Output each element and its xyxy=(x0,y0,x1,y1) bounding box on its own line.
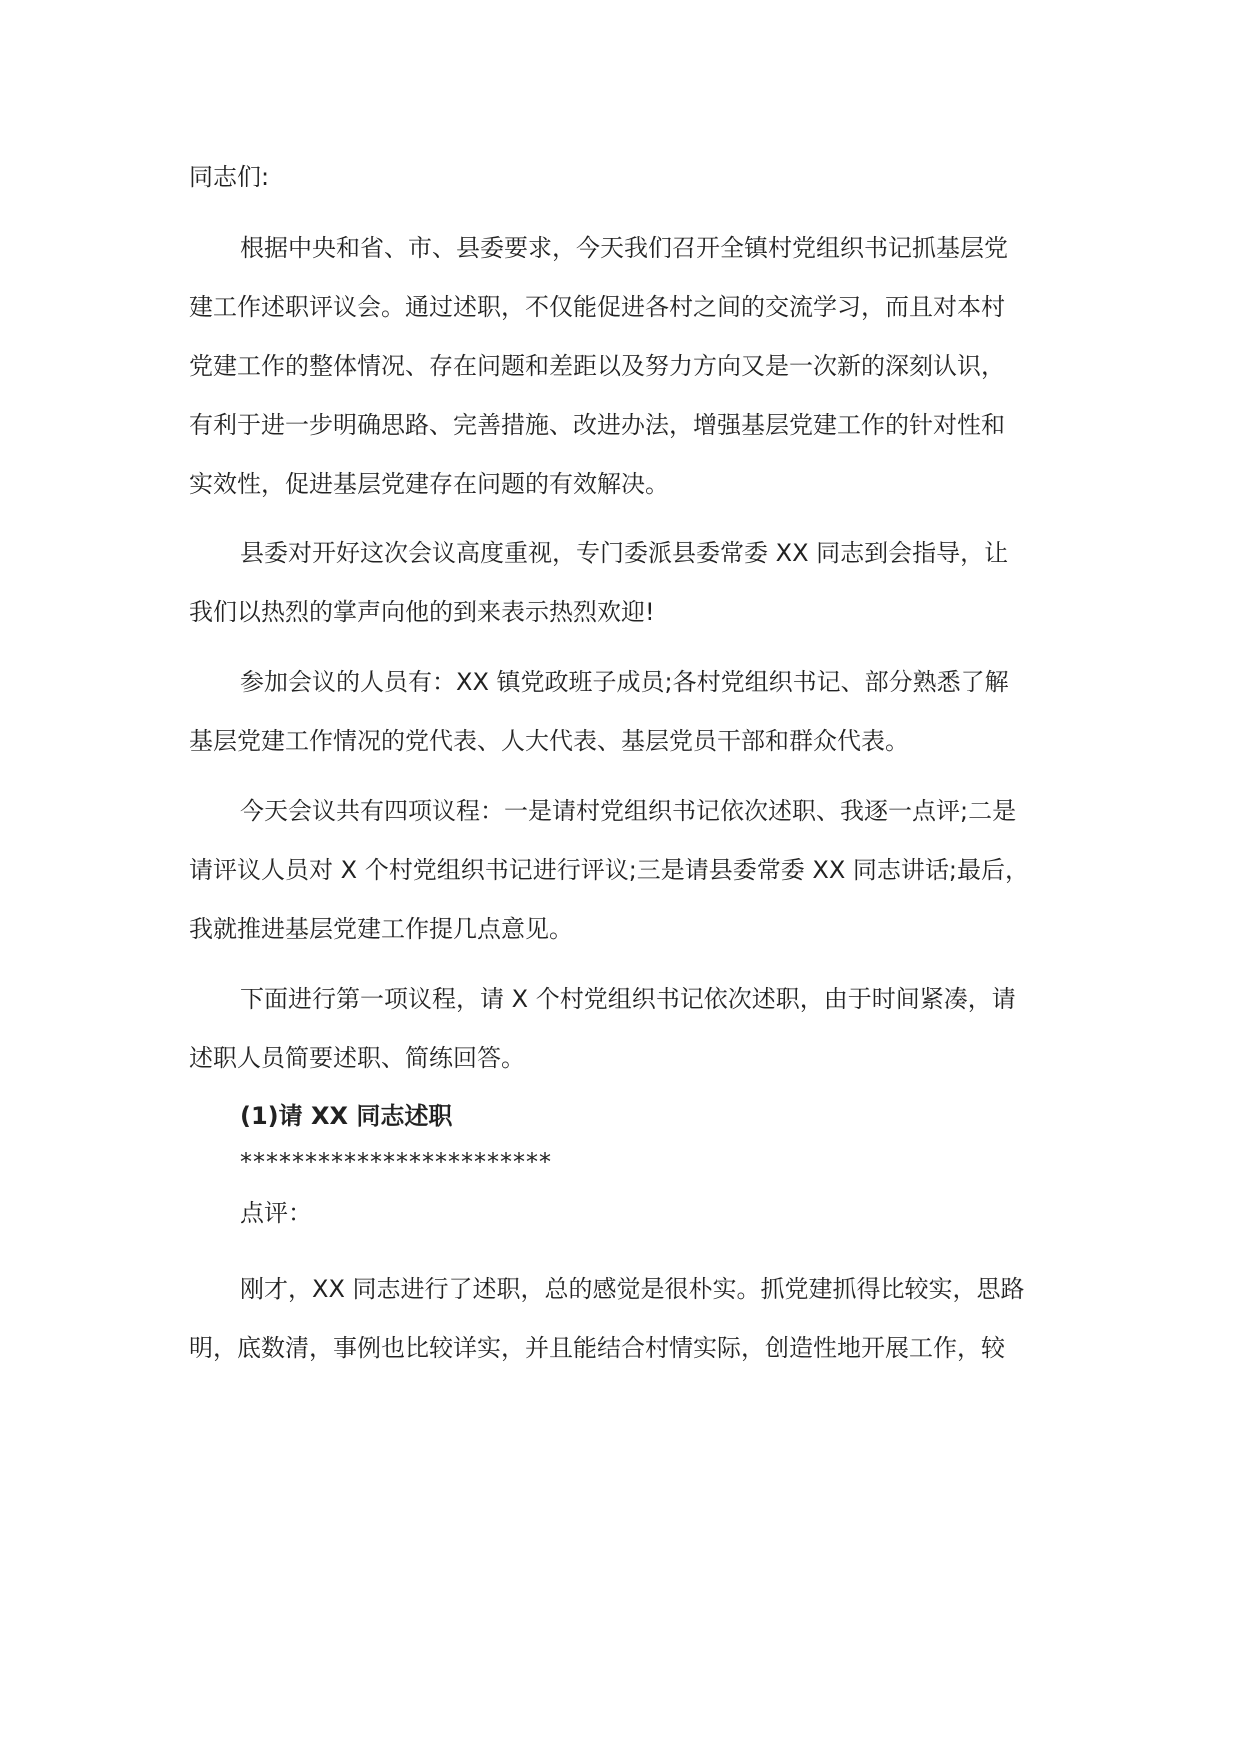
paragraph-line: 党建工作的整体情况、存在问题和差距以及努力方向又是一次新的深刻认识， xyxy=(189,352,1005,380)
paragraph-line: 刚才，XX 同志进行了述职，总的感觉是很朴实。抓党建抓得比较实，思路 xyxy=(240,1275,1025,1303)
paragraph-line: 述职人员简要述职、简练回答。 xyxy=(189,1044,525,1072)
paragraph-line: 请评议人员对 X 个村党组织书记进行评议;三是请县委常委 XX 同志讲话;最后， xyxy=(189,856,1030,884)
paragraph-line: 我们以热烈的掌声向他的到来表示热烈欢迎! xyxy=(189,598,655,626)
paragraph-line: 今天会议共有四项议程：一是请村党组织书记依次述职、我逐一点评;二是 xyxy=(240,797,1017,825)
paragraph-line: 明，底数清，事例也比较详实，并且能结合村情实际，创造性地开展工作，较 xyxy=(189,1334,1005,1362)
paragraph-line: 基层党建工作情况的党代表、人大代表、基层党员干部和群众代表。 xyxy=(189,727,909,755)
paragraph-line: 有利于进一步明确思路、完善措施、改进办法，增强基层党建工作的针对性和 xyxy=(189,411,1005,439)
paragraph-line: 根据中央和省、市、县委要求，今天我们召开全镇村党组织书记抓基层党 xyxy=(240,234,1008,262)
paragraph-line: 参加会议的人员有：XX 镇党政班子成员;各村党组织书记、部分熟悉了解 xyxy=(240,668,1009,696)
paragraph-line: 我就推进基层党建工作提几点意见。 xyxy=(189,915,573,943)
paragraph-line: 实效性，促进基层党建存在问题的有效解决。 xyxy=(189,470,669,498)
paragraph-line: 县委对开好这次会议高度重视，专门委派县委常委 XX 同志到会指导，让 xyxy=(240,539,1009,567)
agenda-item-heading: (1)请 XX 同志述职 xyxy=(240,1102,453,1130)
placeholder-asterisks: ************************ xyxy=(240,1148,552,1176)
comment-label: 点评： xyxy=(240,1199,312,1227)
paragraph-line: 建工作述职评议会。通过述职，不仅能促进各村之间的交流学习，而且对本村 xyxy=(189,293,1005,321)
paragraph-line: 下面进行第一项议程，请 X 个村党组织书记依次述职，由于时间紧凑，请 xyxy=(240,985,1016,1013)
salutation: 同志们: xyxy=(189,163,270,191)
